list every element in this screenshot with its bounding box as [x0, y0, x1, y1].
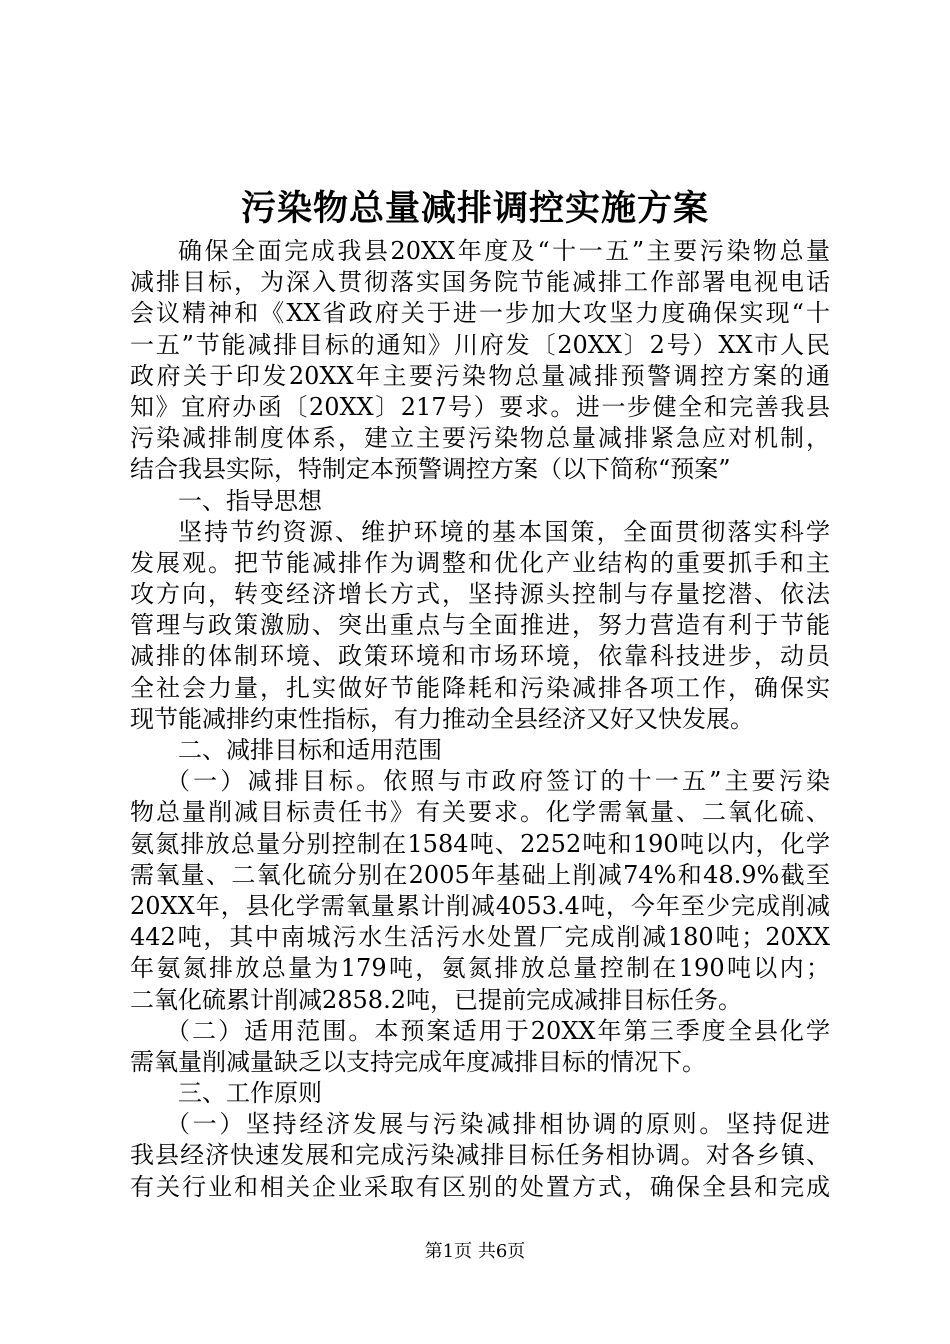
- body-line: 有关行业和相关企业采取有区别的处置方式，确保全县和完成: [130, 1172, 830, 1201]
- body-line: 物总量削减目标责任书》有关要求。化学需氧量、二氧化硫、: [130, 798, 830, 827]
- section-heading: 三、工作原则: [178, 1079, 322, 1108]
- body-line: 攻方向，转变经济增长方式，坚持源头控制与存量挖潜、依法: [130, 580, 830, 609]
- section-heading: 一、指导思想: [178, 486, 322, 515]
- body-line: 需氧量、二氧化硫分别在2005年基础上削减74%和48.9%截至: [130, 860, 830, 889]
- body-line: （二）适用范围。本预案适用于20XX年第三季度全县化学: [166, 1016, 830, 1045]
- document-body: [130, 236, 830, 1203]
- body-line: 坚持节约资源、维护环境的基本国策，全面贯彻落实科学: [178, 517, 830, 546]
- body-line: 全社会力量，扎实做好节能降耗和污染减排各项工作，确保实: [130, 673, 830, 702]
- body-line: （一）减排目标。依照与市政府签订的十一五”主要污染: [166, 767, 830, 796]
- body-line: （一）坚持经济发展与污染减排相协调的原则。坚持促进: [166, 1110, 830, 1139]
- body-line: 会议精神和《XX省政府关于进一步加大攻坚力度确保实现“十: [130, 299, 830, 328]
- body-line: 确保全面完成我县20XX年度及“十一五”主要污染物总量: [178, 237, 830, 265]
- body-line: 政府关于印发20XX年主要污染物总量减排预警调控方案的通: [130, 361, 830, 390]
- body-line: 污染减排制度体系，建立主要污染物总量减排紧急应对机制，: [130, 424, 830, 453]
- body-line: 减排目标，为深入贯彻落实国务院节能减排工作部署电视电话: [130, 268, 830, 297]
- body-line: 一五”节能减排目标的通知》川府发〔20XX〕2号）XX市人民: [130, 330, 830, 359]
- body-line: 管理与政策激励、突出重点与全面推进，努力营造有利于节能: [130, 611, 830, 640]
- section-heading: 二、减排目标和适用范围: [178, 736, 442, 764]
- document-title: 污染物总量减排调控实施方案: [240, 188, 709, 229]
- body-line: 年氨氮排放总量为179吨，氨氮排放总量控制在190吨以内；: [130, 954, 830, 983]
- body-line: 二氧化硫累计削减2858.2吨，已提前完成减排目标任务。: [130, 985, 742, 1014]
- body-line: 需氧量削减量缺乏以支持完成年度减排目标的情况下。: [130, 1047, 706, 1076]
- body-line: 结合我县实际，特制定本预警调控方案（以下简称“预案”: [130, 455, 731, 484]
- body-line: 氨氮排放总量分别控制在1584吨、2252吨和190吨以内，化学: [130, 829, 830, 858]
- body-line: 20XX年，县化学需氧量累计削减4053.4吨，今年至少完成削减: [130, 891, 830, 920]
- body-line: 减排的体制环境、政策环境和市场环境，依靠科技进步，动员: [130, 642, 830, 671]
- body-line: 知》宜府办函〔20XX〕217号）要求。进一步健全和完善我县: [130, 392, 830, 421]
- body-line: 现节能减排约束性指标，有力推动全县经济又好又快发展。: [130, 704, 754, 733]
- body-line: 我县经济快速发展和完成污染减排目标任务相协调。对各乡镇、: [130, 1141, 830, 1170]
- page-footer: 第1页 共6页: [424, 1241, 526, 1262]
- body-line: 442吨，其中南城污水生活污水处置厂完成削减180吨；20XX: [130, 923, 830, 952]
- body-line: 发展观。把节能减排作为调整和优化产业结构的重要抓手和主: [130, 548, 830, 577]
